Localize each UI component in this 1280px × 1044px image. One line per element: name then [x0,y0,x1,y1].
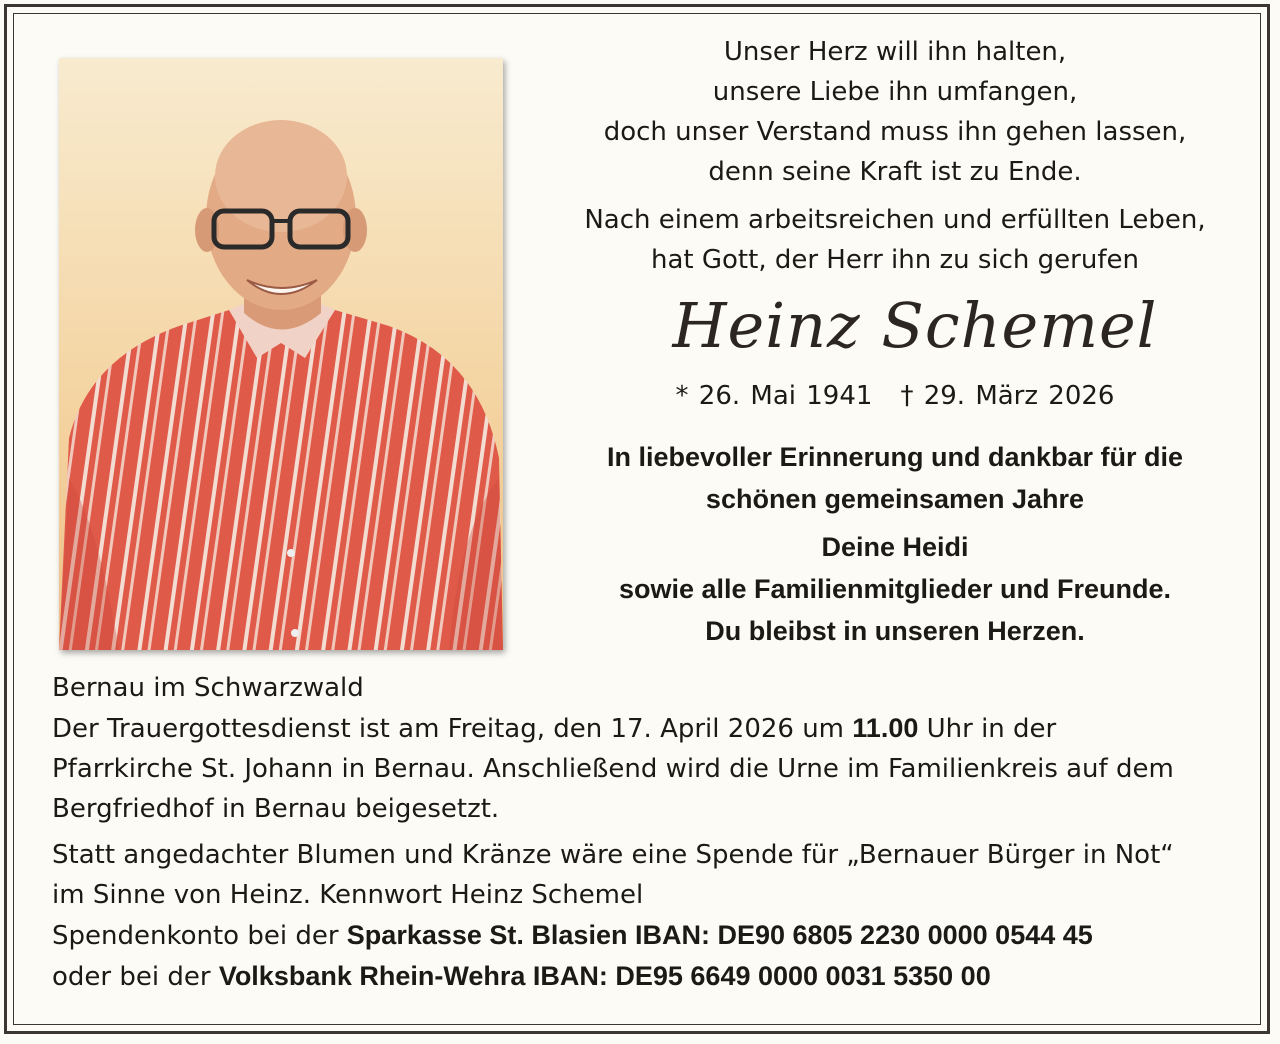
account-details: Sparkasse St. Blasien IBAN: DE90 6805 2230 0000 0544 45 [346,920,1093,950]
service-time: 11.00 [852,713,919,743]
service-line-2: Pfarrkirche St. Johann in Bernau. Anschließend wird die Urne im Familienkreis auf dem [52,754,1174,784]
account-prefix: oder bei der [52,962,211,992]
death-date: † 29. März 2026 [900,381,1115,411]
verse-line: denn seine Kraft ist zu Ende. [708,157,1082,187]
donation-line-2: im Sinne von Heinz. Kennwort Heinz Schemel [52,880,644,910]
intro-line: hat Gott, der Herr ihn zu sich gerufen [651,245,1139,275]
verse-line: Unser Herz will ihn halten, [723,37,1067,67]
announcement-text [540,32,1250,652]
mourner-line: sowie alle Familienmitglieder und Freunde. [618,574,1172,604]
donation-line-1: Statt angedachter Blumen und Kränze wäre eine Spende für „Bernauer Bürger in Not“ [52,840,1174,870]
account-details: Volksbank Rhein-Wehra IBAN: DE95 6649 0000 0031 5350 00 [218,961,991,991]
verse-line: unsere Liebe ihn umfangen, [712,77,1078,107]
intro-line: Nach einem arbeitsreichen und erfüllten Leben, [584,205,1206,235]
account-prefix: Spendenkonto bei der [52,921,339,951]
donation-account-2 [52,956,1252,997]
mourner-line: Du bleibst in unseren Herzen. [705,616,1085,646]
remembrance-line: In liebevoller Erinnerung und dankbar für die [606,442,1184,472]
service-line-3: Bergfriedhof in Bernau beigesetzt. [52,794,500,824]
portrait-illustration [59,58,503,650]
portrait-photo [59,58,503,650]
verse-line: doch unser Verstand muss ihn gehen lassen, [603,117,1187,147]
donation-account-1 [52,915,1252,956]
remembrance-line: schönen gemeinsamen Jahre [705,484,1085,514]
place: Bernau im Schwarzwald [52,673,364,703]
life-dates [540,376,1250,416]
mourner-line: Deine Heidi [821,532,969,562]
service-text: Der Trauergottesdienst ist am Freitag, den 17. April 2026 um [52,714,845,744]
deceased-name: Heinz Schemel [672,289,1158,362]
service-line-1 [52,708,1252,749]
service-text: Uhr in der [926,714,1057,744]
service-details [52,668,1252,997]
birth-date: * 26. Mai 1941 [675,381,873,411]
